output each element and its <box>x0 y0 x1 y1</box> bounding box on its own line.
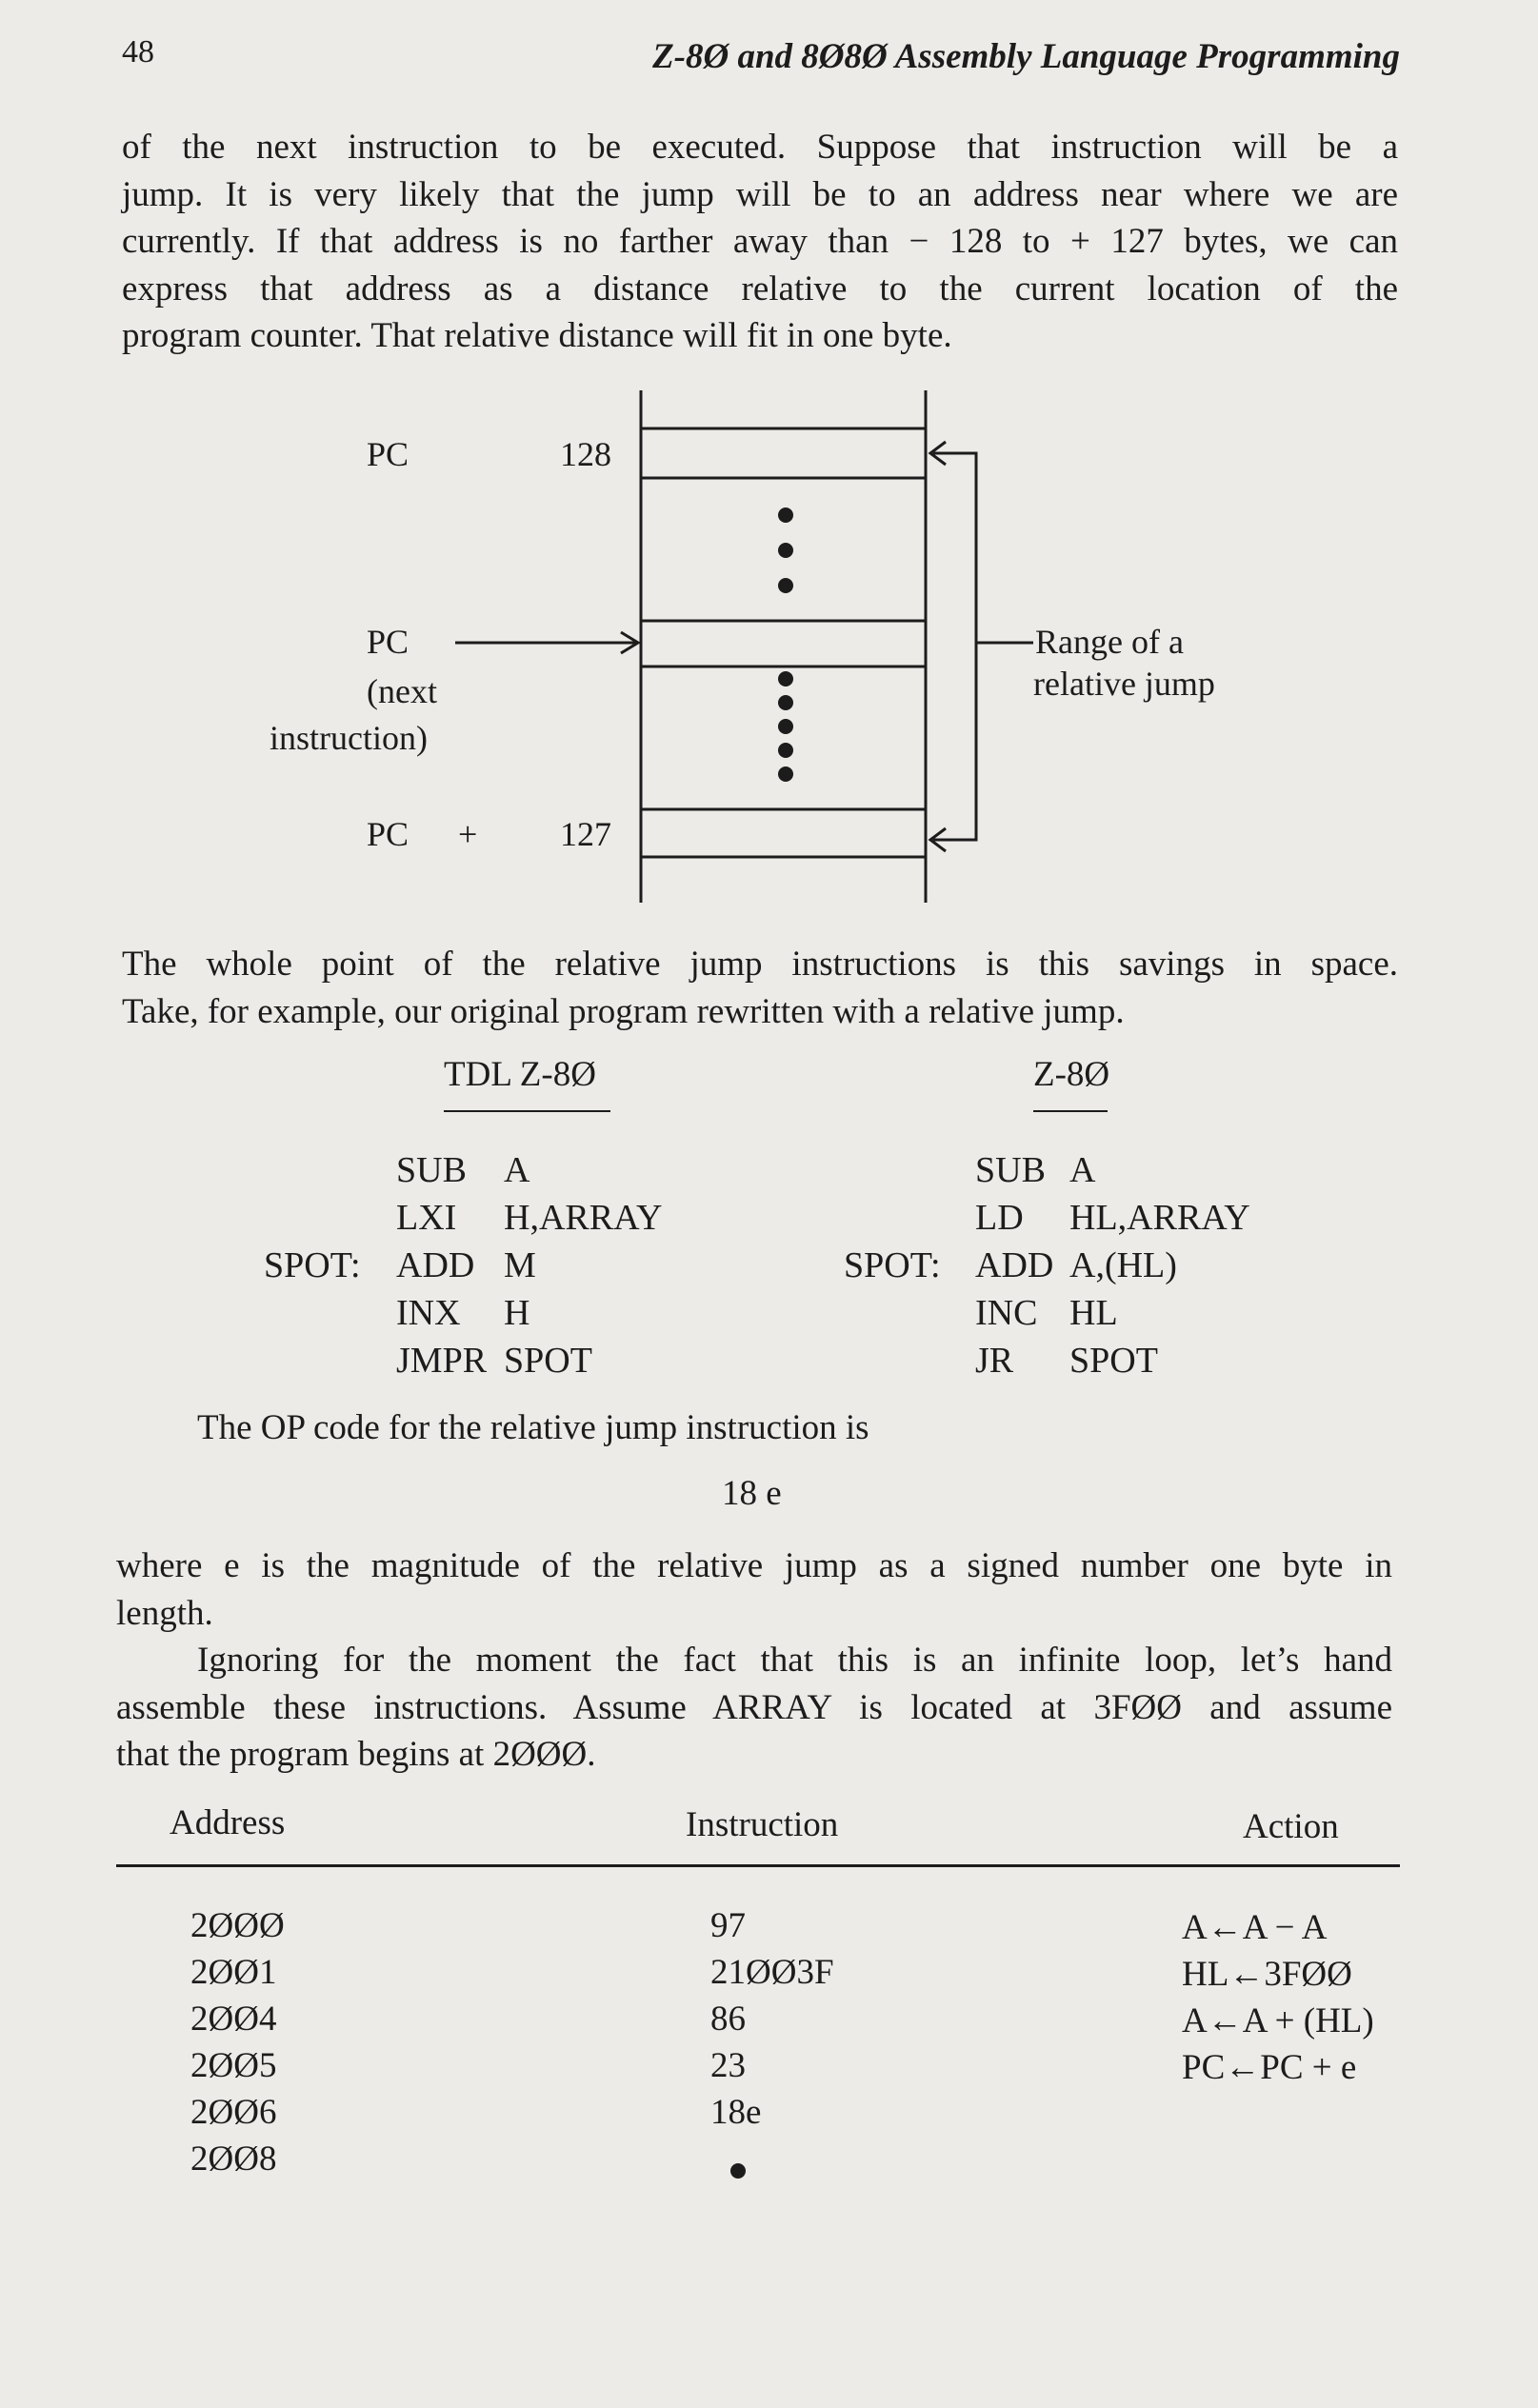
pc-top-label: PC <box>367 435 409 473</box>
range-label: Range of a <box>1035 623 1184 661</box>
text-line: assemble these instructions. Assume ARRAY is located at 3FØØ and assume <box>116 1687 1392 1727</box>
code-arg: A <box>1069 1150 1096 1190</box>
savings-paragraph <box>122 941 1398 1035</box>
code-op: JMPR <box>396 1341 488 1381</box>
pc-mid-note: instruction) <box>270 719 428 757</box>
instruction-cell: 23 <box>710 2046 746 2085</box>
pc-bottom-value: 127 <box>560 815 611 853</box>
code-arg: SPOT <box>1069 1341 1158 1381</box>
code-arg: H,ARRAY <box>504 1198 663 1238</box>
code-op: LD <box>975 1198 1024 1238</box>
code-op: SUB <box>975 1150 1046 1190</box>
address-cell: 2ØØ6 <box>190 2093 277 2132</box>
ellipsis-dot <box>778 766 793 782</box>
where-paragraph <box>116 1542 1392 1637</box>
text-line: jump. It is very likely that the jump will be to an address near where we are <box>122 174 1398 214</box>
table-header-instruction: Instruction <box>686 1805 839 1844</box>
code-op: JR <box>975 1341 1014 1381</box>
pc-bottom-label: PC <box>367 815 409 853</box>
ellipsis-dot <box>778 719 793 734</box>
pc-mid-label: PC <box>367 623 409 661</box>
address-cell: 2ØØ8 <box>190 2139 277 2179</box>
memory-diagram <box>0 381 1538 914</box>
tdl-heading: TDL Z-8Ø <box>444 1055 596 1094</box>
range-bracket <box>933 453 976 840</box>
memory-diagram-lines <box>0 381 1538 914</box>
code-arg: H <box>504 1293 530 1333</box>
code-label: SPOT: <box>844 1245 941 1285</box>
code-op: ADD <box>396 1245 475 1285</box>
text-line: Ignoring for the moment the fact that this is an infinite loop, let’s hand <box>197 1641 1392 1680</box>
ellipsis-dot <box>778 507 793 523</box>
opcode-sentence: The OP code for the relative jump instruction is <box>197 1408 869 1447</box>
ellipsis-dot <box>730 2163 746 2179</box>
code-op: LXI <box>396 1198 457 1238</box>
range-label: relative jump <box>1033 665 1215 703</box>
table-header-rule <box>116 1864 1400 1867</box>
address-cell: 2ØØ1 <box>190 1953 277 1992</box>
code-op: ADD <box>975 1245 1054 1285</box>
code-arg: A <box>504 1150 530 1190</box>
tdl-heading-underline <box>444 1110 610 1112</box>
text-line: that the program begins at 2ØØØ. <box>116 1735 596 1774</box>
text-line: where e is the magnitude of the relative jump as a signed number one byte in <box>116 1546 1392 1585</box>
ellipsis-dot <box>778 695 793 710</box>
instruction-cell: 21ØØ3F <box>710 1953 834 1992</box>
pc-bottom-plus: + <box>458 815 478 853</box>
text-line: express that address as a distance relative to the current location of the <box>122 269 1398 308</box>
action-cell: A←A + (HL) <box>1182 2001 1374 2040</box>
code-op: INX <box>396 1293 461 1333</box>
text-line: program counter. That relative distance will fit in one byte. <box>122 316 952 355</box>
instruction-cell: 97 <box>710 1906 746 1945</box>
opcode-value: 18 e <box>722 1474 782 1513</box>
page-number: 48 <box>122 34 154 70</box>
code-op: INC <box>975 1293 1038 1333</box>
ellipsis-dot <box>778 671 793 687</box>
action-cell: HL←3FØØ <box>1182 1955 1352 1994</box>
z80-heading: Z-8Ø <box>1033 1055 1110 1094</box>
instruction-cell: 18e <box>710 2093 762 2132</box>
address-cell: 2ØØØ <box>190 1906 285 1945</box>
instruction-cell: 86 <box>710 2000 746 2039</box>
table-header-address: Address <box>170 1803 286 1842</box>
text-line: Take, for example, our original program rewritten with a relative jump. <box>122 991 1125 1031</box>
code-arg: SPOT <box>504 1341 592 1381</box>
text-line: length. <box>116 1593 213 1633</box>
address-cell: 2ØØ5 <box>190 2046 277 2085</box>
running-header-title: Z-8Ø and 8Ø8Ø Assembly Language Programming <box>652 37 1400 76</box>
code-op: SUB <box>396 1150 467 1190</box>
pc-mid-note: (next <box>367 672 437 710</box>
action-cell: A←A − A <box>1182 1908 1328 1947</box>
table-header-action: Action <box>1243 1807 1339 1846</box>
code-arg: HL <box>1069 1293 1118 1333</box>
ellipsis-dot <box>778 578 793 593</box>
address-cell: 2ØØ4 <box>190 2000 277 2039</box>
ellipsis-dot <box>778 743 793 758</box>
text-line: currently. If that address is no farther away than − 128 to + 127 bytes, we can <box>122 222 1398 261</box>
code-arg: M <box>504 1245 536 1285</box>
intro-paragraph <box>122 124 1398 360</box>
action-cell: PC←PC + e <box>1182 2048 1357 2087</box>
text-line: of the next instruction to be executed. Suppose that instruction will be a <box>122 128 1398 167</box>
ellipsis-dot <box>778 543 793 558</box>
code-arg: A,(HL) <box>1069 1245 1177 1285</box>
code-arg: HL,ARRAY <box>1069 1198 1250 1238</box>
z80-heading-underline <box>1033 1110 1108 1112</box>
text-line: The whole point of the relative jump instructions is this savings in space. <box>122 945 1398 984</box>
pc-top-value: 128 <box>560 435 611 473</box>
ignoring-paragraph <box>116 1637 1392 1779</box>
code-label: SPOT: <box>264 1245 361 1285</box>
